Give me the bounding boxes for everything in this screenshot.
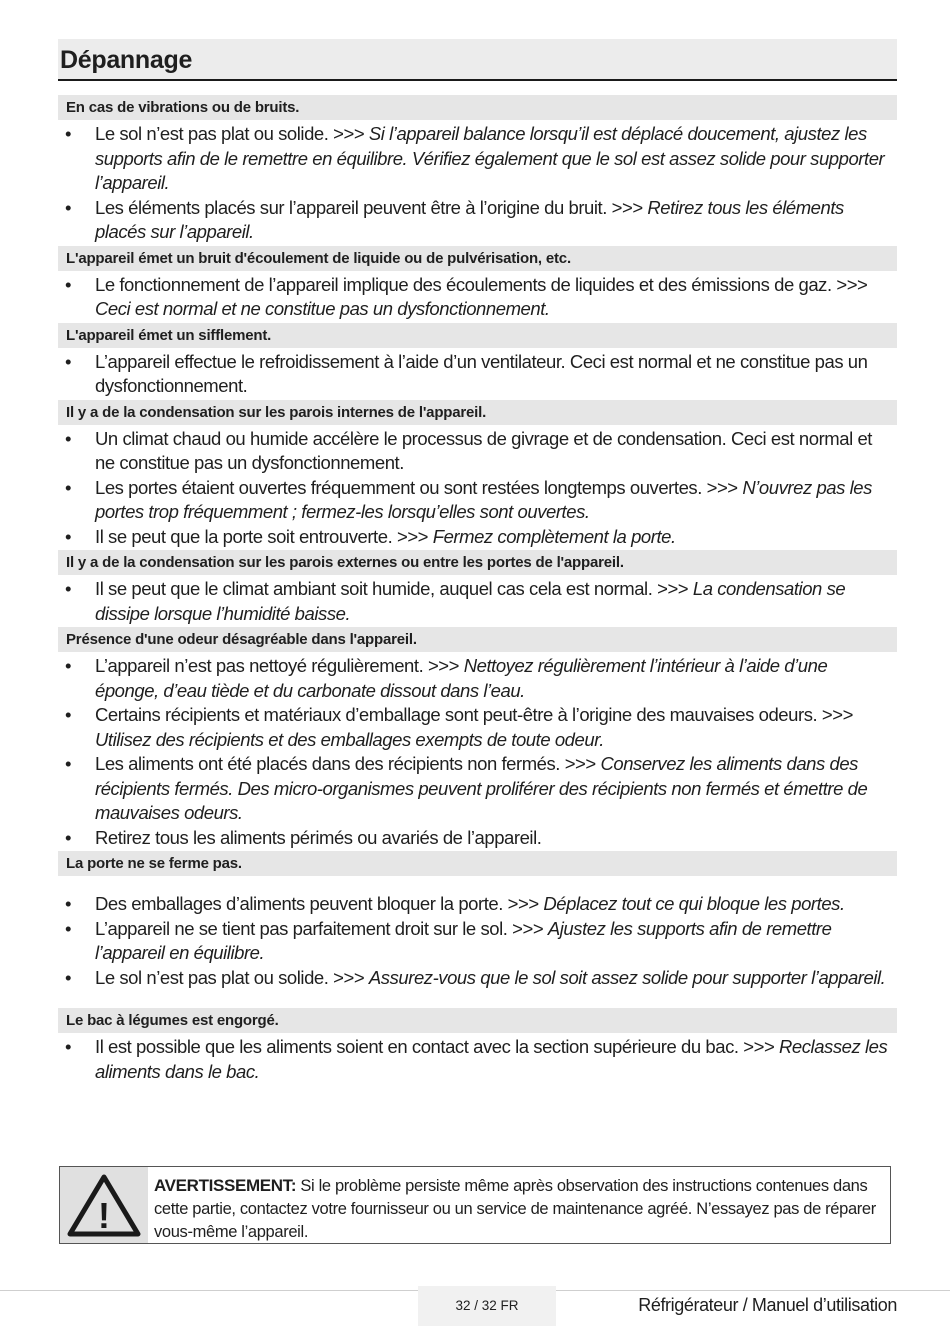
- item-text: Il se peut que le climat ambiant soit humide, auquel cas cela est normal. >>>: [95, 578, 693, 599]
- troubleshooting-content: [58, 95, 897, 1085]
- item-text: L’appareil ne se tient pas parfaitement droit sur le sol. >>>: [95, 917, 548, 939]
- list-item: [58, 826, 897, 851]
- bullet-icon: •: [65, 655, 72, 676]
- section-heading: L'appareil émet un bruit d'écoulement de liquide ou de pulvérisation, etc.: [58, 246, 897, 271]
- list-item: [58, 703, 897, 752]
- bullet-icon: •: [65, 476, 72, 498]
- section-list: [58, 654, 897, 850]
- item-text: Le sol n’est pas plat ou solide. >>>: [95, 966, 369, 988]
- section-heading: Il y a de la condensation sur les parois internes de l'appareil.: [58, 400, 897, 425]
- item-text: L’appareil n’est pas nettoyé régulièrement. >>>: [95, 655, 464, 676]
- section-list: [58, 1035, 897, 1084]
- bullet-icon: •: [65, 966, 72, 988]
- list-item: [58, 122, 897, 196]
- item-remedy: Fermez complètement la porte.: [432, 525, 676, 547]
- bullet-icon: •: [65, 753, 72, 774]
- bullet-icon: •: [65, 917, 72, 939]
- section-list: [58, 427, 897, 550]
- item-text: Certains récipients et matériaux d’emballage sont peut-être à l’origine des mauvaises odeurs. >>>: [95, 704, 853, 725]
- warning-triangle-icon: [67, 1173, 141, 1237]
- item-remedy: La condensation se dissipe lorsque l’humidité baisse.: [95, 578, 846, 624]
- section-list: [58, 273, 897, 322]
- bullet-icon: •: [65, 1036, 72, 1057]
- warning-text: [148, 1167, 890, 1243]
- warning-icon-cell: [60, 1167, 148, 1243]
- warning-label: AVERTISSEMENT:: [154, 1176, 297, 1195]
- item-remedy: Reclassez les aliments dans le bac.: [95, 1036, 888, 1082]
- item-remedy: Retirez tous les éléments placés sur l’appareil.: [95, 196, 844, 242]
- item-remedy: Utilisez des récipients et des emballages exempts de toute odeur.: [95, 728, 604, 750]
- list-item: [58, 966, 897, 991]
- section-heading: Présence d'une odeur désagréable dans l'appareil.: [58, 627, 897, 652]
- item-text: Il se peut que la porte soit entrouverte. >>>: [95, 525, 433, 547]
- bullet-icon: •: [65, 350, 72, 372]
- section-list: [58, 350, 897, 399]
- item-text: Il est possible que les aliments soient en contact avec la section supérieure du bac. >>>: [95, 1036, 779, 1057]
- section-list: [58, 122, 897, 245]
- item-remedy: Si l’appareil balance lorsqu’il est déplacé doucement, ajustez les supports afin de le remettre en équilibre. Vérifiez également que le sol est assez solide pour supporter l’appareil.: [95, 123, 885, 193]
- item-text: Le fonctionnement de l’appareil implique des écoulements de liquides et des émissions de gaz. >>>: [95, 273, 868, 295]
- item-text: Les portes étaient ouvertes fréquemment ou sont restées longtemps ouvertes. >>>: [95, 476, 743, 498]
- list-item: [58, 917, 897, 966]
- item-remedy: Déplacez tout ce qui bloque les portes.: [543, 893, 845, 914]
- bullet-icon: •: [65, 427, 72, 449]
- item-text: Le sol n’est pas plat ou solide. >>>: [95, 123, 369, 144]
- item-text: L’appareil effectue le refroidissement à l’aide d’un ventilateur. Ceci est normal et ne constitue pas un dysfonctionnement.: [95, 350, 868, 396]
- section-list: [58, 577, 897, 626]
- item-remedy: Assurez-vous que le sol soit assez solide pour supporter l’appareil.: [368, 966, 886, 988]
- list-item: [58, 273, 897, 322]
- bullet-icon: •: [65, 273, 72, 295]
- section-heading: Il y a de la condensation sur les parois externes ou entre les portes de l'appareil.: [58, 550, 897, 575]
- bullet-icon: •: [65, 525, 72, 547]
- item-text: Les éléments placés sur l’appareil peuvent être à l’origine du bruit. >>>: [95, 196, 648, 218]
- item-remedy: N’ouvrez pas les portes trop fréquemment ; fermez-les lorsqu’elles sont ouvertes.: [95, 476, 872, 522]
- section-list: [58, 892, 897, 990]
- item-remedy: Conservez les aliments dans des récipients fermés. Des micro-organismes peuvent proliférer des récipients non fermés et émettre de mauvaises odeurs.: [95, 753, 868, 823]
- item-remedy: Nettoyez régulièrement l’intérieur à l’aide d’une éponge, d’eau tiède et du carbonate dissout dans l’eau.: [95, 655, 828, 701]
- bullet-icon: •: [65, 704, 72, 725]
- warning-exclamation: !: [98, 1195, 110, 1236]
- list-item: [58, 892, 897, 917]
- item-remedy: Ajustez les supports afin de remettre l’appareil en équilibre.: [95, 917, 832, 963]
- item-remedy: Ceci est normal et ne constitue pas un dysfonctionnement.: [95, 298, 550, 319]
- bullet-icon: •: [65, 893, 72, 914]
- item-text: Les aliments ont été placés dans des récipients non fermés. >>>: [95, 753, 601, 774]
- bullet-icon: •: [65, 826, 72, 848]
- page-title: Dépannage: [60, 46, 193, 74]
- list-item: [58, 196, 897, 245]
- list-item: [58, 654, 897, 703]
- bullet-icon: •: [65, 123, 72, 144]
- section-heading: L'appareil émet un sifflement.: [58, 323, 897, 348]
- bullet-icon: •: [65, 196, 72, 218]
- item-text: Des emballages d’aliments peuvent bloquer la porte. >>>: [95, 893, 544, 914]
- document-title: Réfrigérateur / Manuel d’utilisation: [638, 1295, 897, 1315]
- list-item: [58, 525, 897, 550]
- title-bar: [58, 39, 897, 81]
- list-item: [58, 350, 897, 399]
- page-number: 32 / 32 FR: [418, 1286, 556, 1326]
- list-item: [58, 577, 897, 626]
- section-heading: La porte ne se ferme pas.: [58, 851, 897, 876]
- item-text: Un climat chaud ou humide accélère le processus de givrage et de condensation. Ceci est normal et ne constitue pas un dysfonctionnement.: [95, 427, 872, 473]
- list-item: [58, 427, 897, 476]
- section-heading: Le bac à légumes est engorgé.: [58, 1008, 897, 1033]
- bullet-icon: •: [65, 578, 72, 599]
- list-item: [58, 1035, 897, 1084]
- list-item: [58, 476, 897, 525]
- section-heading: En cas de vibrations ou de bruits.: [58, 95, 897, 120]
- item-text: Retirez tous les aliments périmés ou avariés de l’appareil.: [95, 826, 542, 848]
- list-item: [58, 752, 897, 826]
- warning-message: Si le problème persiste même après observation des instructions contenues dans cette partie, contactez votre fournisseur ou un service de maintenance agréé. N’essayez pas de réparer vous-même l’appareil.: [154, 1177, 876, 1241]
- warning-box: [59, 1166, 891, 1244]
